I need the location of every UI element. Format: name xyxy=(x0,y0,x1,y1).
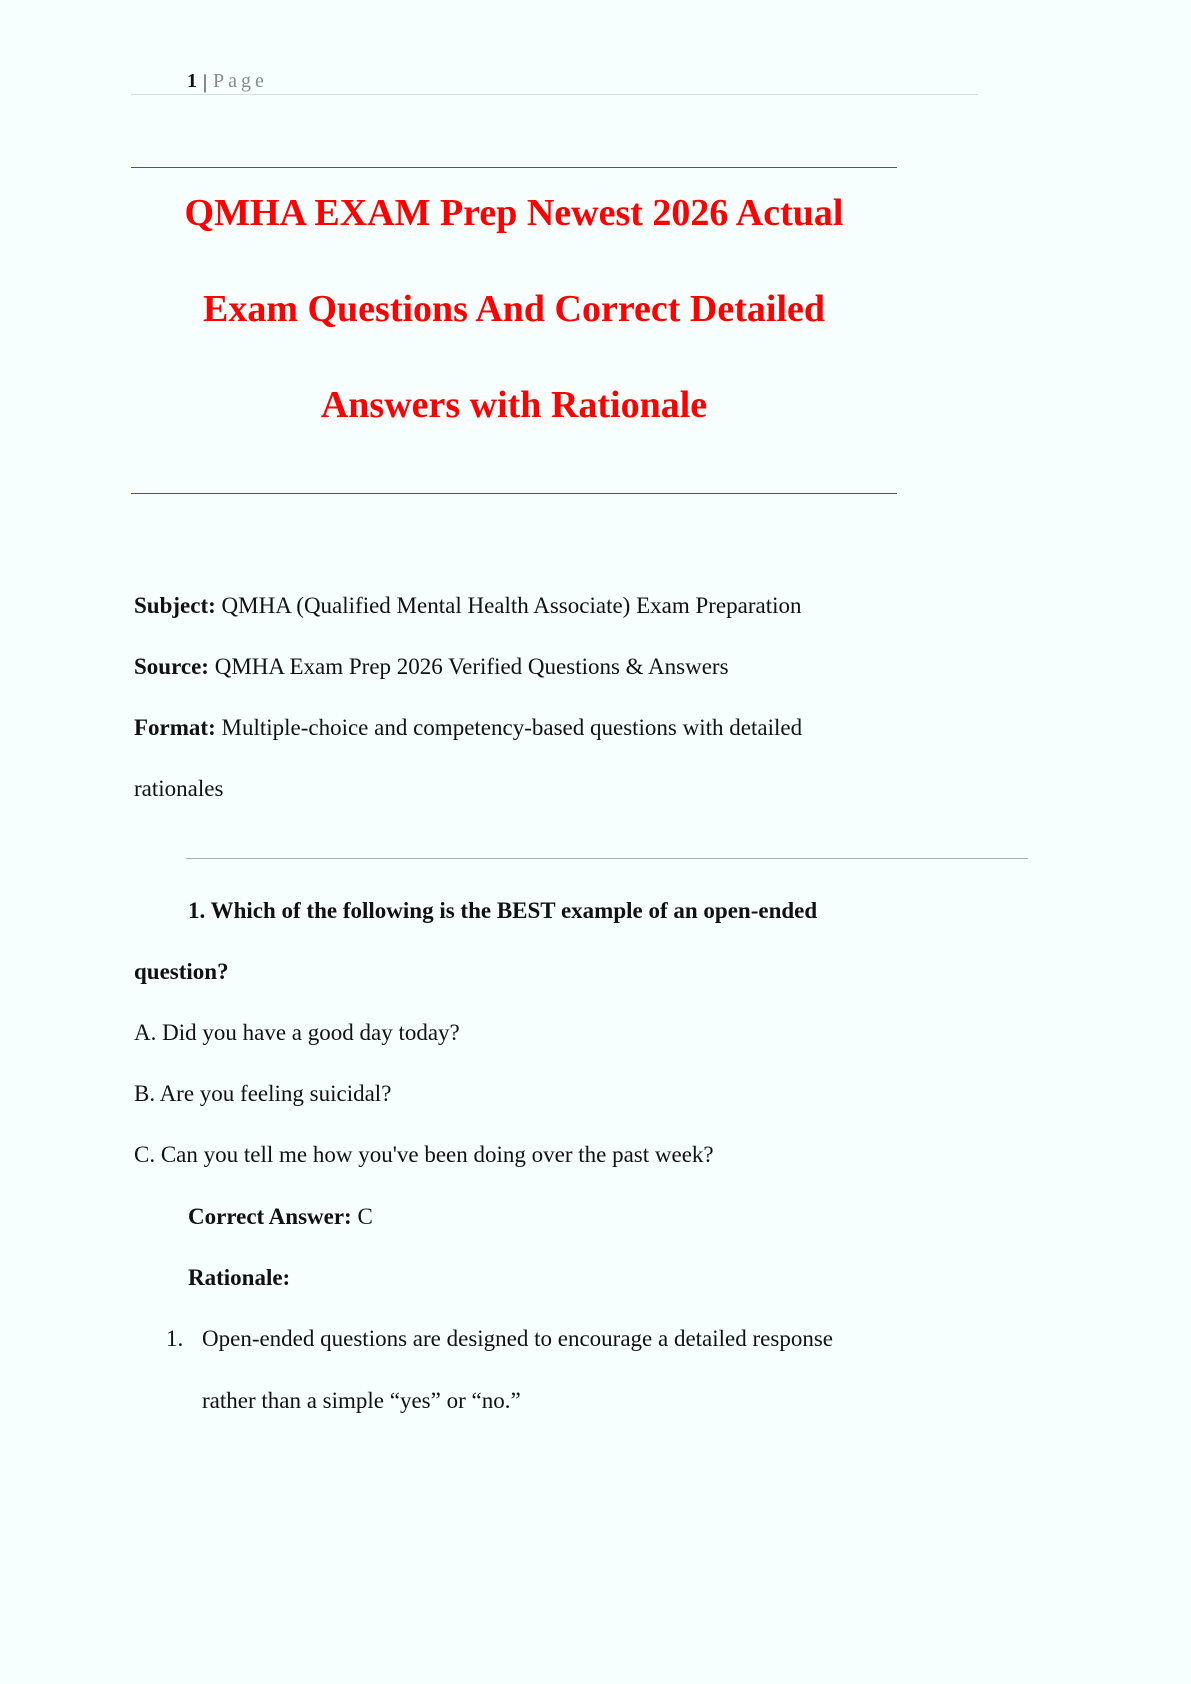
rationale-item-line-1: Open-ended questions are designed to encourage a detailed response xyxy=(202,1326,833,1351)
subject-label: Subject: xyxy=(134,593,216,618)
source-label: Source: xyxy=(134,654,209,679)
rationale-item-number: 1. xyxy=(166,1326,184,1351)
subject-line xyxy=(134,591,801,621)
rationale-label: Rationale: xyxy=(188,1265,291,1290)
title-line-3: Answers with Rationale xyxy=(320,384,708,426)
format-line-continued: rationales xyxy=(134,776,224,801)
format-label: Format: xyxy=(134,715,216,740)
question-stem-line-2: question? xyxy=(134,959,229,984)
title-line-2: Exam Questions And Correct Detailed xyxy=(202,288,826,330)
rationale-item-line-2: rather than a simple “yes” or “no.” xyxy=(202,1388,521,1413)
subject-value: QMHA (Qualified Mental Health Associate) Exam Preparation xyxy=(215,593,802,618)
correct-answer-value: C xyxy=(351,1204,373,1229)
page-separator: | xyxy=(203,71,208,93)
option-c: C. Can you tell me how you've been doing over the past week? xyxy=(134,1142,714,1167)
title-line-1: QMHA EXAM Prep Newest 2026 Actual xyxy=(184,192,844,234)
source-line xyxy=(134,652,729,682)
title-bottom-rule xyxy=(131,493,897,494)
source-value: QMHA Exam Prep 2026 Verified Questions & Answers xyxy=(208,654,729,679)
page-number: 1 xyxy=(187,70,197,92)
correct-answer-label: Correct Answer: xyxy=(188,1204,352,1229)
page-header xyxy=(131,68,978,95)
format-line xyxy=(134,713,802,743)
option-b: B. Are you feeling suicidal? xyxy=(134,1081,392,1106)
format-value: Multiple-choice and competency-based questions with detailed xyxy=(215,715,803,740)
section-divider xyxy=(186,858,1028,859)
title-top-rule xyxy=(131,167,897,168)
page-label: Page xyxy=(213,70,268,92)
option-a: A. Did you have a good day today? xyxy=(134,1020,460,1045)
correct-answer xyxy=(188,1202,373,1232)
question-stem-line-1: 1. Which of the following is the BEST example of an open-ended xyxy=(188,898,818,923)
